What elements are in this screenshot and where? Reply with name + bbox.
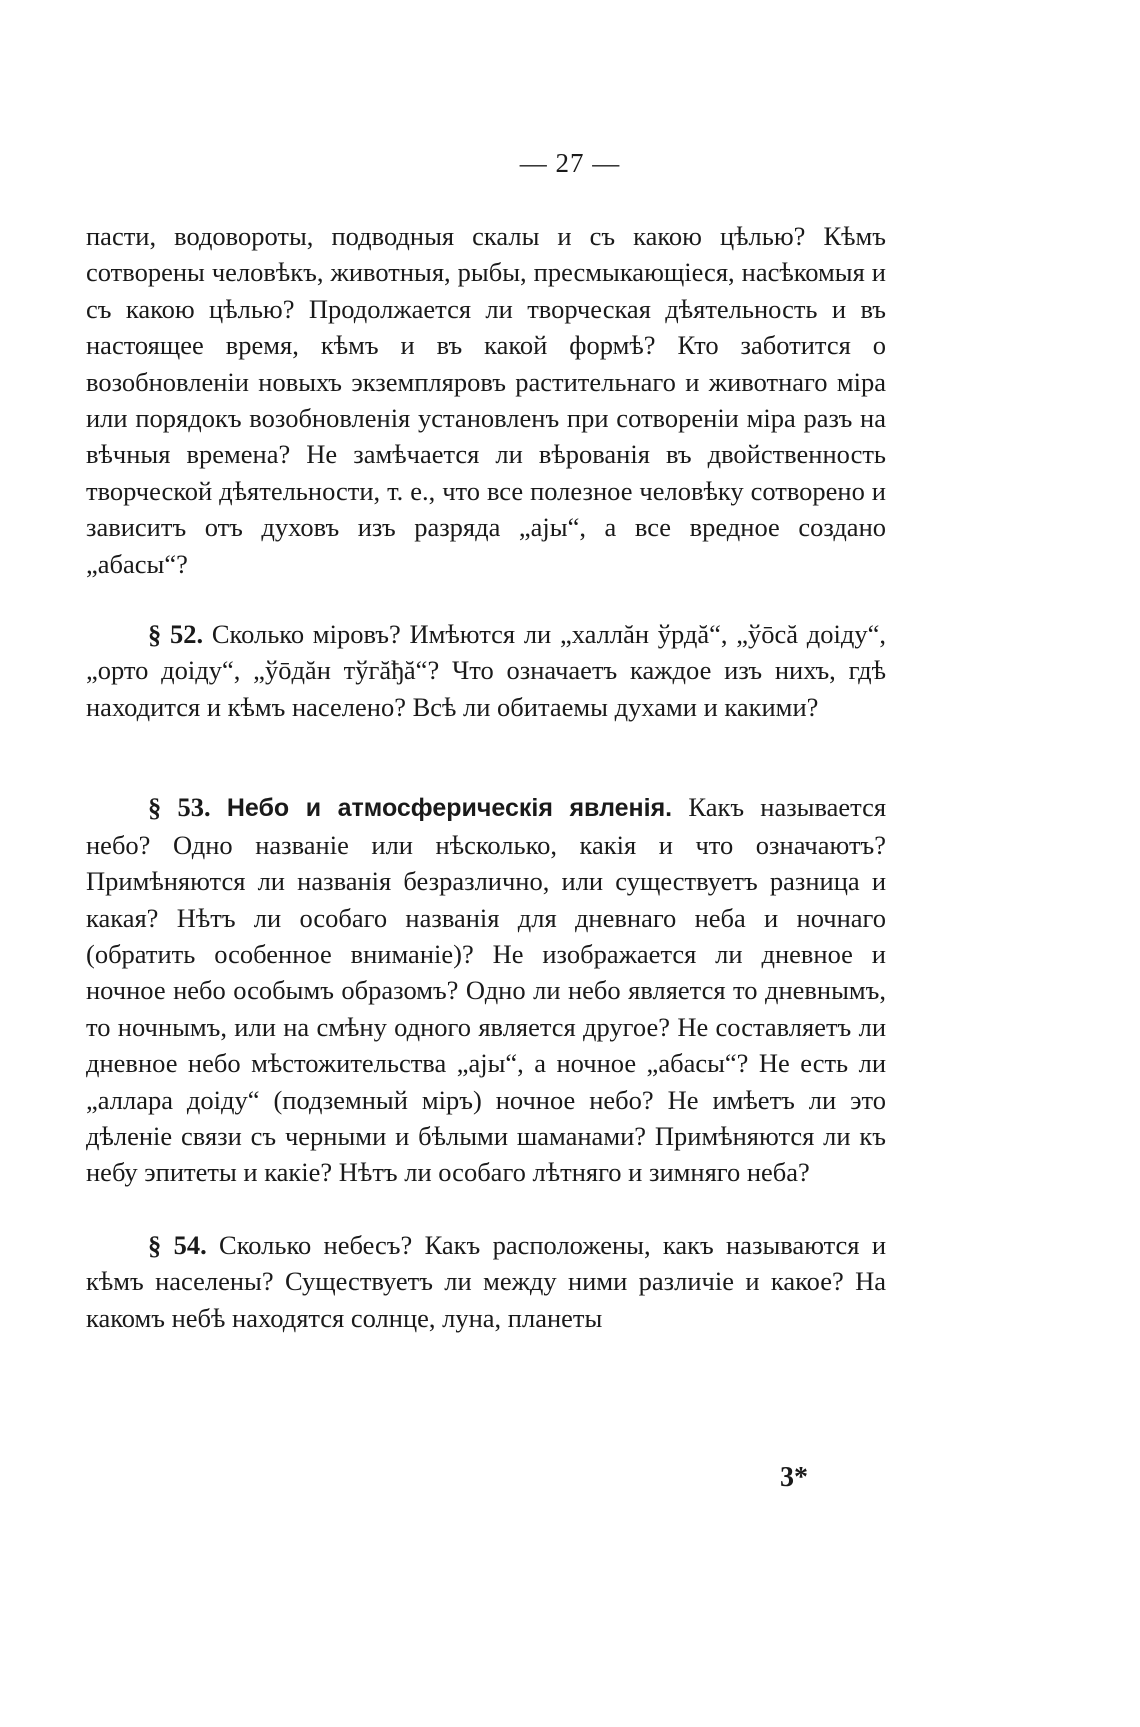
page-number: — 27 —	[519, 148, 621, 178]
paragraph-continuation: пасти, водовороты, подводныя скалы и съ какою цѣлью? Кѣмъ сотворены человѣкъ, животныя, рыбы, пресмыкающіеся, насѣкомыя и съ какою цѣлью? Продолжается ли творческая дѣятельность и въ настоящее время, кѣмъ и въ какой формѣ? Кто заботится о возобновленіи новыхъ экземпляровъ растительнаго и животнаго міра или порядокъ возобновленія установленъ при сотвореніи міра разъ на вѣчныя времена? Не замѣчается ли вѣрованія въ двойственность творческой дѣятельности, т. е., что все полезное человѣку сотворено и зависитъ отъ духовъ изъ разряда „ајы“, а все вредное создано „абасы“?	[86, 221, 886, 579]
body-text	[86, 218, 886, 1336]
section-number: § 52.	[148, 619, 204, 650]
paragraph-section-53	[86, 789, 886, 1190]
paragraph-text: Какъ называется небо? Одно названіе или нѣсколько, какія и что означаютъ? Примѣняются ли названія безразлично, или существуетъ разница и какая? Нѣтъ ли особаго названія для дневнаго неба и ночнаго (обратить особенное вниманіе)? Не изображается ли дневное и ночное небо особымъ образомъ? Одно ли небо является то дневнымъ, то ночнымъ, или на смѣну одного является другое? Не составляетъ ли дневное небо мѣстожительства „ајы“, а ночное „абасы“? Не есть ли „аллара доіду“ (подземный міръ) ночное небо? Не имѣетъ ли это дѣленіе связи съ черными и бѣлыми шаманами? Примѣняются ли къ небу эпитеты и какіе? Нѣтъ ли особаго лѣтняго и зимняго неба?	[86, 792, 887, 1188]
paragraph-text: Сколько міровъ? Имѣются ли „халлăн ўрдă“, „ўōсă доіду“, „орто доіду“, „ўōдăн тўгăђă“? Что означаетъ каждое изъ нихъ, гдѣ находится и кѣмъ населено? Всѣ ли обитаемы духами и какими?	[86, 619, 887, 722]
paragraph-text: Сколько небесъ? Какъ расположены, какъ называются и кѣмъ населены? Существуетъ ли между ними различіе и какое? На какомъ небѣ находятся солнце, луна, планеты	[86, 1229, 887, 1333]
section-number: § 54.	[148, 1229, 207, 1260]
section-number: § 53.	[148, 792, 211, 823]
paragraph-section-52	[86, 616, 886, 725]
section-title: Небо и атмосферическія явленія.	[226, 794, 673, 823]
signature-mark: 3*	[780, 1462, 808, 1493]
paragraph-section-54	[86, 1227, 886, 1336]
